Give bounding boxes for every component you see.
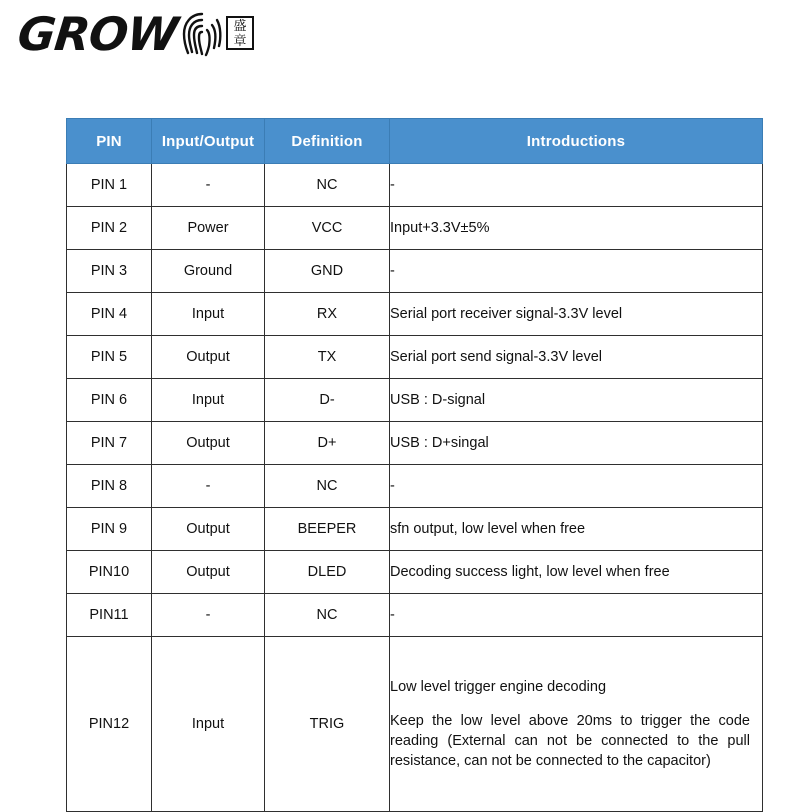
table-row [67,379,763,422]
logo-wordmark: GROW [15,7,180,61]
cell-pin: PIN 4 [67,293,152,336]
table-row [67,207,763,250]
table-row [67,594,763,637]
cell-definition: TX [265,336,390,379]
cell-definition: NC [265,164,390,207]
cell-definition: RX [265,293,390,336]
logo-chinese-mark: 盛章 [226,16,254,50]
cell-pin: PIN 6 [67,379,152,422]
cell-io: Ground [152,250,265,293]
cell-io: Input [152,379,265,422]
cell-io: Output [152,508,265,551]
pin-definition-table [66,118,750,812]
cell-pin: PIN 9 [67,508,152,551]
cell-intro: sfn output, low level when free [390,508,763,551]
table-row [67,336,763,379]
table-row [67,508,763,551]
table-row [67,250,763,293]
intro-paragraph-2: Keep the low level above 20ms to trigger the code reading (External can not be connected to the pull resistance, can not be connected to the capacitor) [390,713,750,769]
cell-io: Input [152,293,265,336]
brand-logo [15,7,254,61]
table-row [67,422,763,465]
cell-intro: Serial port receiver signal-3.3V level [390,293,763,336]
cell-pin: PIN 3 [67,250,152,293]
cell-definition: D+ [265,422,390,465]
cell-io: - [152,164,265,207]
intro-paragraph-1: Low level trigger engine decoding [390,679,607,695]
cell-io: Output [152,422,265,465]
cell-definition: NC [265,594,390,637]
cell-io: - [152,594,265,637]
cell-pin: PIN 5 [67,336,152,379]
table-row [67,465,763,508]
column-header-intro: Introductions [390,119,763,164]
cell-pin: PIN 7 [67,422,152,465]
column-header-pin: PIN [67,119,152,164]
cell-definition: GND [265,250,390,293]
cell-io: Power [152,207,265,250]
cell-io: - [152,465,265,508]
cell-definition: TRIG [265,637,390,812]
cell-io: Output [152,336,265,379]
cell-intro: Decoding success light, low level when free [390,551,763,594]
cell-io: Output [152,551,265,594]
cell-intro: - [390,594,763,637]
table-row [67,164,763,207]
cell-intro: - [390,250,763,293]
cell-intro: Serial port send signal-3.3V level [390,336,763,379]
table-row [67,551,763,594]
cell-pin: PIN10 [67,551,152,594]
column-header-io: Input/Output [152,119,265,164]
cell-pin: PIN 2 [67,207,152,250]
cell-definition: VCC [265,207,390,250]
cell-pin: PIN11 [67,594,152,637]
cell-pin: PIN 1 [67,164,152,207]
cell-intro [390,637,763,812]
cell-intro: USB : D+singal [390,422,763,465]
cell-intro: Input+3.3V±5% [390,207,763,250]
cell-pin: PIN 8 [67,465,152,508]
cell-intro: - [390,164,763,207]
table-row [67,637,763,812]
cell-definition: BEEPER [265,508,390,551]
cell-pin: PIN12 [67,637,152,812]
cell-io: Input [152,637,265,812]
cell-definition: D- [265,379,390,422]
cell-intro: USB : D-signal [390,379,763,422]
column-header-definition: Definition [265,119,390,164]
table-row [67,293,763,336]
fingerprint-icon [179,8,225,60]
cell-definition: DLED [265,551,390,594]
table-header-row [67,119,763,164]
cell-definition: NC [265,465,390,508]
cell-intro: - [390,465,763,508]
